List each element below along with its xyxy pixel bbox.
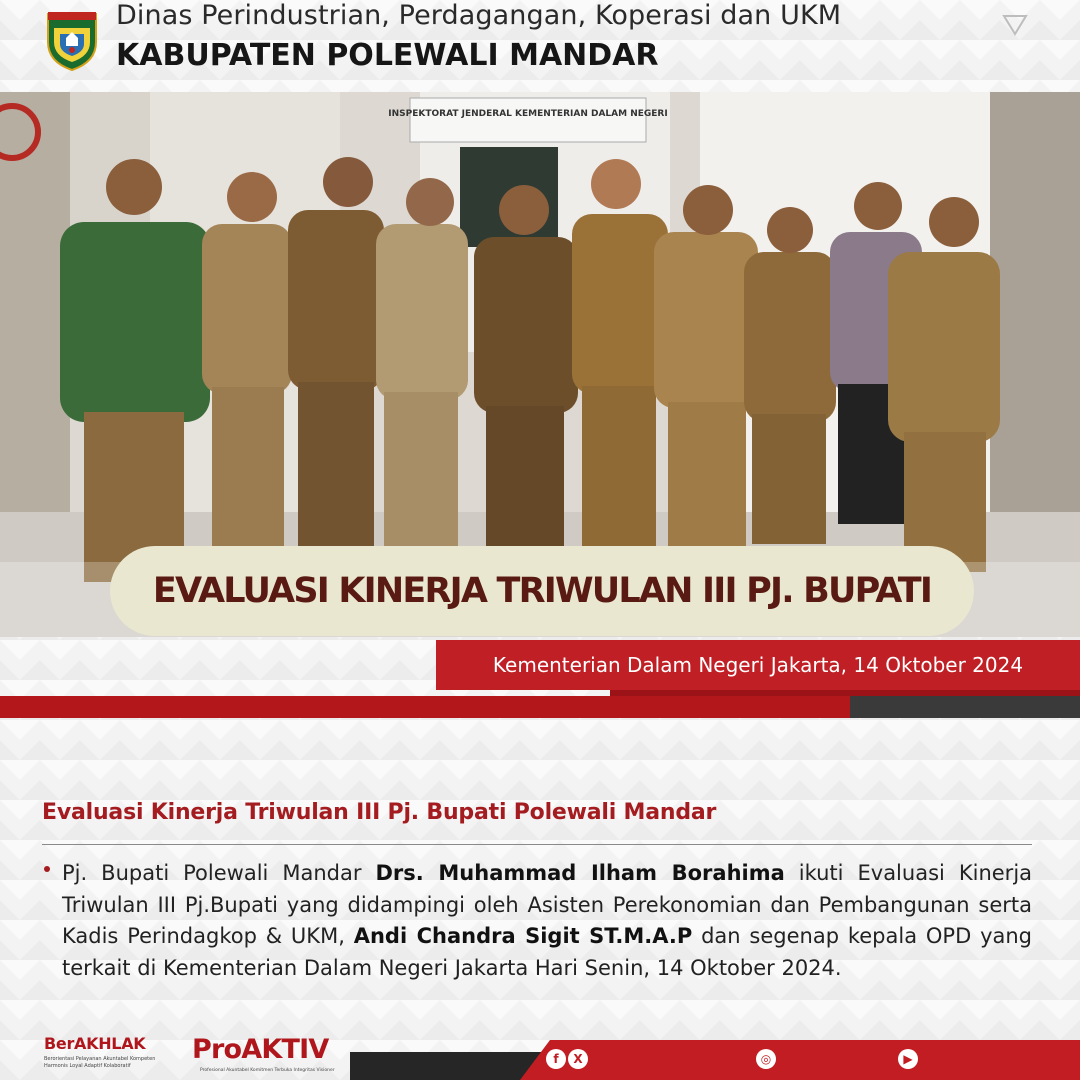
polewali-mandar-emblem-icon [44,8,100,72]
banner-title: EVALUASI KINERJA TRIWULAN III PJ. BUPATI [152,571,932,611]
location-text: Kementerian Dalam Negeri Jakarta, 14 Oktober 2024 [492,653,1024,677]
highlight-name-2: Andi Chandra Sigit ST.M.A.P [353,924,693,948]
body-text-3: dan segenap kepala OPD yang terkait di Kementerian Dalam Negeri Jakarta Hari Senin, 14 Oktober 2024. [62,924,1033,980]
berakhlak-tagline: Berorientasi Pelayanan Akuntabel Kompeten Harmonis Loyal Adaptif Kolaboratif [44,1056,156,1069]
bullet-icon [44,866,50,872]
proaktiv-logo: ProAKTIV [192,1034,329,1065]
x-icon[interactable]: X [568,1049,588,1069]
article-body [62,858,1032,984]
instagram-icon[interactable]: ◎ [756,1049,776,1069]
regency-name: KABUPATEN POLEWALI MANDAR [116,38,659,73]
proaktiv-tagline: Profesional Akuntabel Komitmen Terbuka Integritas Visioner [200,1068,335,1073]
header [0,0,1080,92]
youtube-icon[interactable]: ▶ [898,1049,918,1069]
footer-red-band [520,1040,1080,1080]
location-bar [436,640,1080,690]
facebook-icon[interactable]: f [546,1049,566,1069]
title-banner [110,546,974,636]
body-text-2: ikuti Evaluasi Kinerja Triwulan III Pj.Bupati yang didampingi oleh Asisten Perekonomian dan Pembangunan serta Kadis Perindagkop & UKM, [62,861,1033,948]
article-title: Evaluasi Kinerja Triwulan III Pj. Bupati Polewali Mandar [42,800,717,825]
title-divider [42,844,1032,845]
dark-divider [850,696,1080,718]
red-divider [0,696,850,718]
sign-text: INSPEKTORAT JENDERAL KEMENTERIAN DALAM NEGERI [388,109,668,119]
highlight-name-1: Drs. Muhammad Ilham Borahima [375,861,785,885]
triangle-down-icon [1002,14,1028,36]
agency-name: Dinas Perindustrian, Perdagangan, Koperasi dan UKM [116,0,842,31]
berakhlak-logo: BerAKHLAK [44,1034,146,1053]
body-text-1: Pj. Bupati Polewali Mandar [62,861,376,885]
